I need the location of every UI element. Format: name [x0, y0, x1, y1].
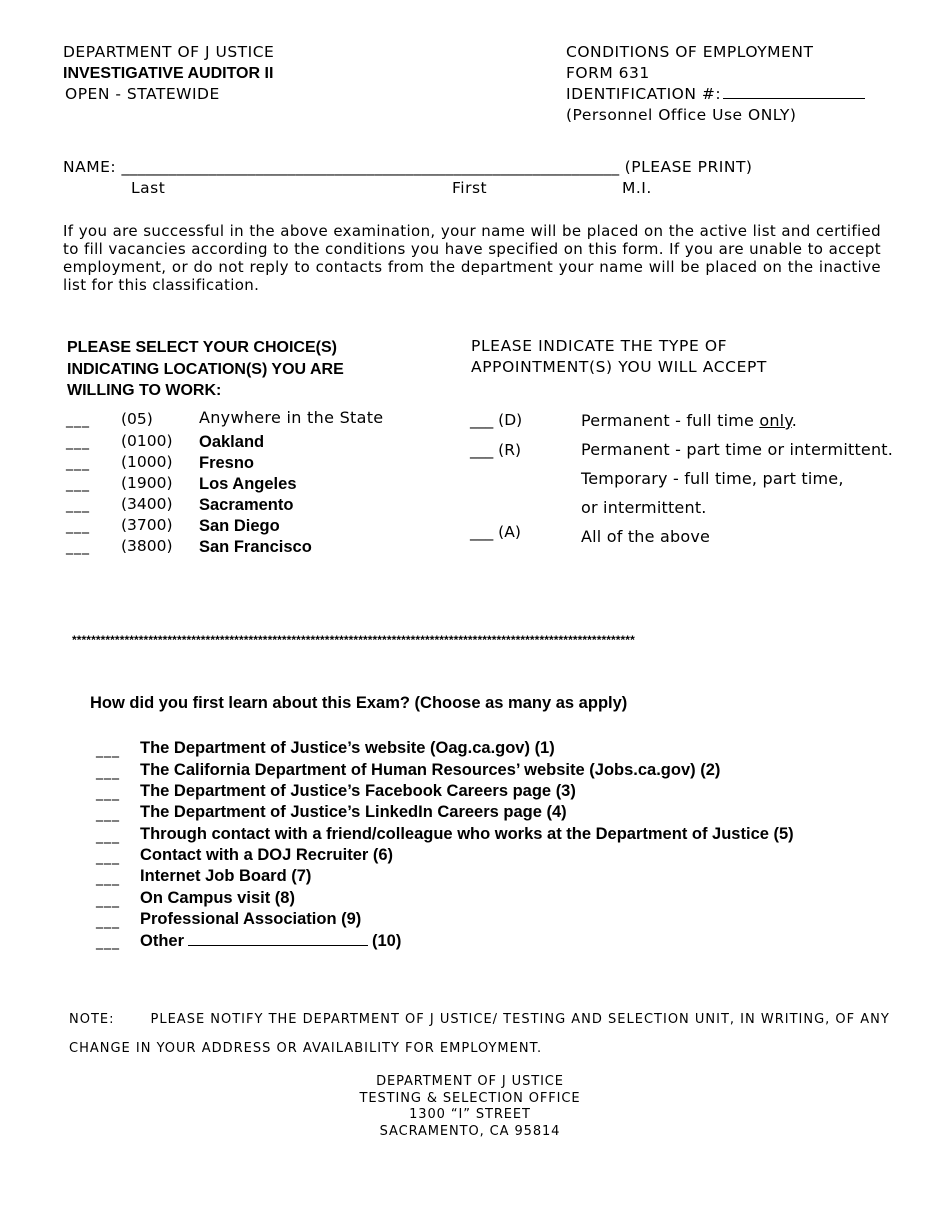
location-city: San Francisco	[199, 538, 312, 556]
location-blank[interactable]: ___	[66, 518, 90, 534]
location-code: (0100)	[121, 432, 173, 450]
location-blank[interactable]: ___	[66, 539, 90, 555]
location-heading-line: INDICATING LOCATION(S) YOU ARE	[67, 360, 344, 378]
appointment-desc-d: Permanent - full time only.	[581, 411, 798, 430]
location-code: (3800)	[121, 537, 173, 555]
print-note: (PLEASE PRINT)	[624, 158, 753, 176]
note-line-1: NOTE: PLEASE NOTIFY THE DEPARTMENT OF J USTICE/ TESTING AND SELECTION UNIT, IN WRITING, OF ANY	[69, 1012, 890, 1027]
location-option-los-angeles[interactable]	[66, 474, 426, 495]
appointment-code-r[interactable]: ___ (R)	[470, 441, 522, 459]
learn-blank[interactable]: ___	[96, 870, 120, 886]
location-option-san-diego[interactable]	[66, 516, 426, 537]
learn-option-label: Contact with a DOJ Recruiter (6)	[140, 846, 394, 864]
identification-field[interactable]	[566, 85, 865, 103]
learn-option[interactable]	[96, 782, 896, 803]
note-line-2: CHANGE IN YOUR ADDRESS OR AVAILABILITY FOR EMPLOYMENT.	[69, 1041, 543, 1056]
name-field[interactable]	[63, 158, 752, 176]
learn-blank[interactable]: ___	[96, 892, 120, 908]
location-code: (1900)	[121, 474, 173, 492]
location-blank[interactable]: ___	[66, 497, 90, 513]
learn-option-label: The Department of Justice’s Facebook Careers page (3)	[140, 782, 576, 800]
learn-option-label: Through contact with a friend/colleague who works at the Department of Justice (5)	[140, 825, 794, 843]
location-heading-line: PLEASE SELECT YOUR CHOICE(S)	[67, 339, 337, 356]
intro-paragraph: If you are successful in the above examination, your name will be placed on the active list and certified to fill vacancies according to the conditions you have specified on this form. If you are unable to accept employment, or do not reply to contacts from the department your name will be placed on the inactive list for this classification.	[63, 222, 881, 294]
location-code: (05)	[121, 410, 153, 428]
learn-blank[interactable]: ___	[96, 913, 120, 929]
form-number: FORM 631	[566, 64, 650, 82]
open-statewide: OPEN - STATEWIDE	[65, 85, 220, 103]
location-city: San Diego	[199, 517, 280, 535]
location-blank[interactable]: ___	[66, 476, 90, 492]
appointment-desc-temp-1: Temporary - full time, part time,	[581, 469, 844, 488]
office-address	[300, 1074, 640, 1140]
learn-option[interactable]	[96, 803, 896, 824]
location-code: (3700)	[121, 516, 173, 534]
learn-option-label: The California Department of Human Resources’ website (Jobs.ca.gov) (2)	[140, 761, 721, 779]
location-city: Anywhere in the State	[199, 408, 384, 427]
location-option-san-francisco[interactable]	[66, 537, 426, 558]
mi-label: M.I.	[622, 179, 652, 197]
appointment-desc-temp-2: or intermittent.	[581, 498, 707, 517]
location-code: (3400)	[121, 495, 173, 513]
appointment-heading-line: APPOINTMENT(S) YOU WILL ACCEPT	[471, 358, 767, 376]
learn-question: How did you first learn about this Exam? (Choose as many as apply)	[90, 694, 628, 712]
address-line: 1300 “I” STREET	[409, 1107, 531, 1122]
learn-option-label: The Department of Justice’s website (Oag.ca.gov) (1)	[140, 739, 555, 757]
location-city: Sacramento	[199, 496, 294, 514]
location-city: Oakland	[199, 433, 265, 451]
learn-blank[interactable]: ___	[96, 849, 120, 865]
learn-blank[interactable]: ___	[96, 742, 120, 758]
address-line: TESTING & SELECTION OFFICE	[359, 1090, 581, 1106]
location-option-sacramento[interactable]	[66, 495, 426, 516]
learn-blank[interactable]: ___	[96, 934, 120, 950]
asterisk-divider: **********************************************************************************************************************	[72, 633, 635, 647]
learn-option-label: Internet Job Board (7)	[140, 867, 312, 885]
address-line: SACRAMENTO, CA 95814	[379, 1123, 561, 1139]
appointment-code-d[interactable]: ___ (D)	[470, 411, 523, 429]
appointment-code-a[interactable]: ___ (A)	[470, 523, 521, 541]
last-label: Last	[131, 179, 166, 197]
name-blank[interactable]: _______________________________________________________________	[121, 158, 620, 176]
learn-option[interactable]	[96, 846, 896, 867]
appointment-desc-a: All of the above	[581, 527, 711, 546]
dept-name: DEPARTMENT OF J USTICE	[63, 43, 275, 61]
learn-blank[interactable]: ___	[96, 806, 120, 822]
personnel-note: (Personnel Office Use ONLY)	[566, 106, 797, 124]
location-option-oakland[interactable]	[66, 432, 426, 453]
first-label: First	[452, 179, 488, 197]
learn-blank[interactable]: ___	[96, 764, 120, 780]
learn-blank[interactable]: ___	[96, 828, 120, 844]
location-city: Los Angeles	[199, 475, 297, 493]
conditions-title: CONDITIONS OF EMPLOYMENT	[566, 43, 814, 61]
name-label: NAME:	[63, 158, 117, 176]
learn-option[interactable]	[96, 825, 896, 846]
location-option-anywhere[interactable]	[66, 410, 426, 431]
learn-option[interactable]	[96, 910, 896, 931]
learn-option-label: Other (10)	[140, 932, 402, 950]
location-heading	[67, 337, 397, 402]
learn-option[interactable]	[96, 761, 896, 782]
learn-blank[interactable]: ___	[96, 785, 120, 801]
learn-option[interactable]	[96, 867, 896, 888]
other-write-in-line[interactable]	[188, 931, 368, 946]
location-heading-line: WILLING TO WORK:	[67, 382, 222, 399]
learn-option-other[interactable]	[96, 931, 896, 952]
location-blank[interactable]: ___	[66, 434, 90, 450]
learn-option[interactable]	[96, 739, 896, 760]
appointment-heading	[471, 336, 831, 378]
learn-option-label: On Campus visit (8)	[140, 889, 295, 907]
position-title: INVESTIGATIVE AUDITOR II	[63, 65, 274, 82]
location-option-fresno[interactable]	[66, 453, 426, 474]
address-line: DEPARTMENT OF J USTICE	[376, 1074, 564, 1089]
location-blank[interactable]: ___	[66, 455, 90, 471]
location-blank[interactable]: ___	[66, 412, 90, 428]
identification-label: IDENTIFICATION #:	[566, 85, 722, 103]
note-label: NOTE:	[69, 1012, 115, 1027]
identification-line[interactable]	[723, 85, 865, 99]
appointment-desc-r: Permanent - part time or intermittent.	[581, 440, 894, 459]
appointment-heading-line: PLEASE INDICATE THE TYPE OF	[471, 337, 728, 355]
location-code: (1000)	[121, 453, 173, 471]
learn-option-label: Professional Association (9)	[140, 910, 362, 928]
location-city: Fresno	[199, 454, 255, 472]
learn-option[interactable]	[96, 889, 896, 910]
learn-option-label: The Department of Justice’s LinkedIn Careers page (4)	[140, 803, 567, 821]
